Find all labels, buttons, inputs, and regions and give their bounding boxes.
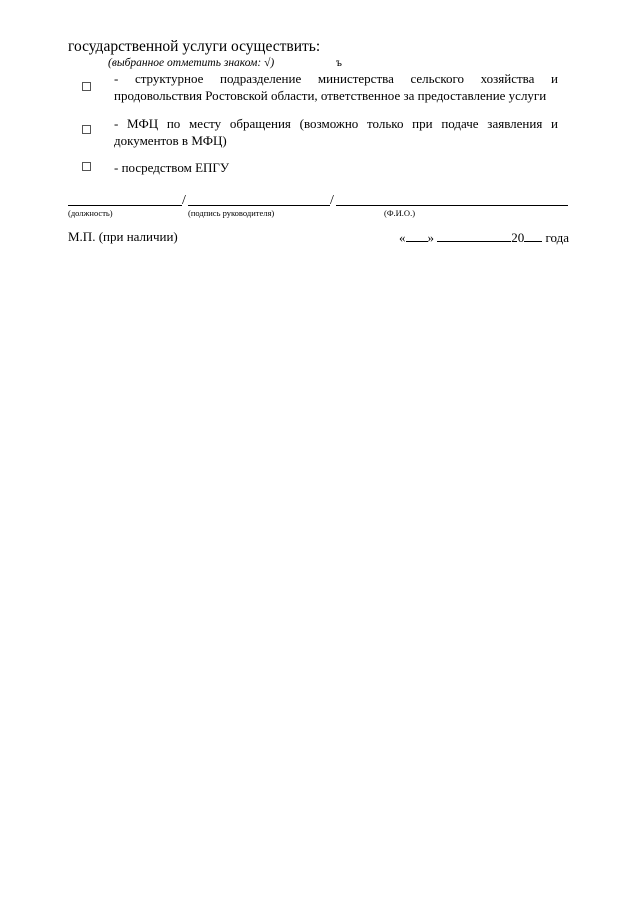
date-line (399, 229, 569, 246)
year-blank (524, 229, 542, 242)
quote-open: « (399, 230, 406, 245)
selection-hint: (выбранное отметить знаком: √) (108, 57, 275, 69)
slash-separator-2: / (330, 193, 334, 208)
caption-name: (Ф.И.О.) (384, 208, 416, 218)
section-heading: государственной услуги осуществить: (68, 38, 321, 55)
day-blank (406, 229, 428, 242)
option-mfc: - МФЦ по месту обращения (возможно только при подаче заявления и документов в МФЦ) (114, 116, 558, 148)
quote-close: » (427, 230, 434, 245)
month-blank (437, 229, 511, 242)
position-line (68, 205, 182, 206)
year-word: года (545, 230, 570, 245)
checkbox-epgu[interactable] (82, 162, 91, 171)
option-epgu: - посредством ЕПГУ (114, 160, 230, 175)
caption-signature: (подпись руководителя) (188, 208, 275, 218)
slash-separator-1: / (182, 193, 186, 208)
checkbox-structural-unit[interactable] (82, 82, 91, 91)
name-line (336, 205, 568, 206)
checkbox-mfc[interactable] (82, 125, 91, 134)
signature-line (188, 205, 330, 206)
hint-mark: ъ (336, 57, 342, 69)
year-prefix: 20 (511, 230, 525, 245)
stamp-label: М.П. (при наличии) (68, 229, 178, 244)
option-structural-unit: - структурное подразделение министерства сельского хозяйства и продовольствия Ростовской области, ответственное за предоставление услуги (114, 71, 558, 103)
caption-position: (должность) (68, 208, 113, 218)
